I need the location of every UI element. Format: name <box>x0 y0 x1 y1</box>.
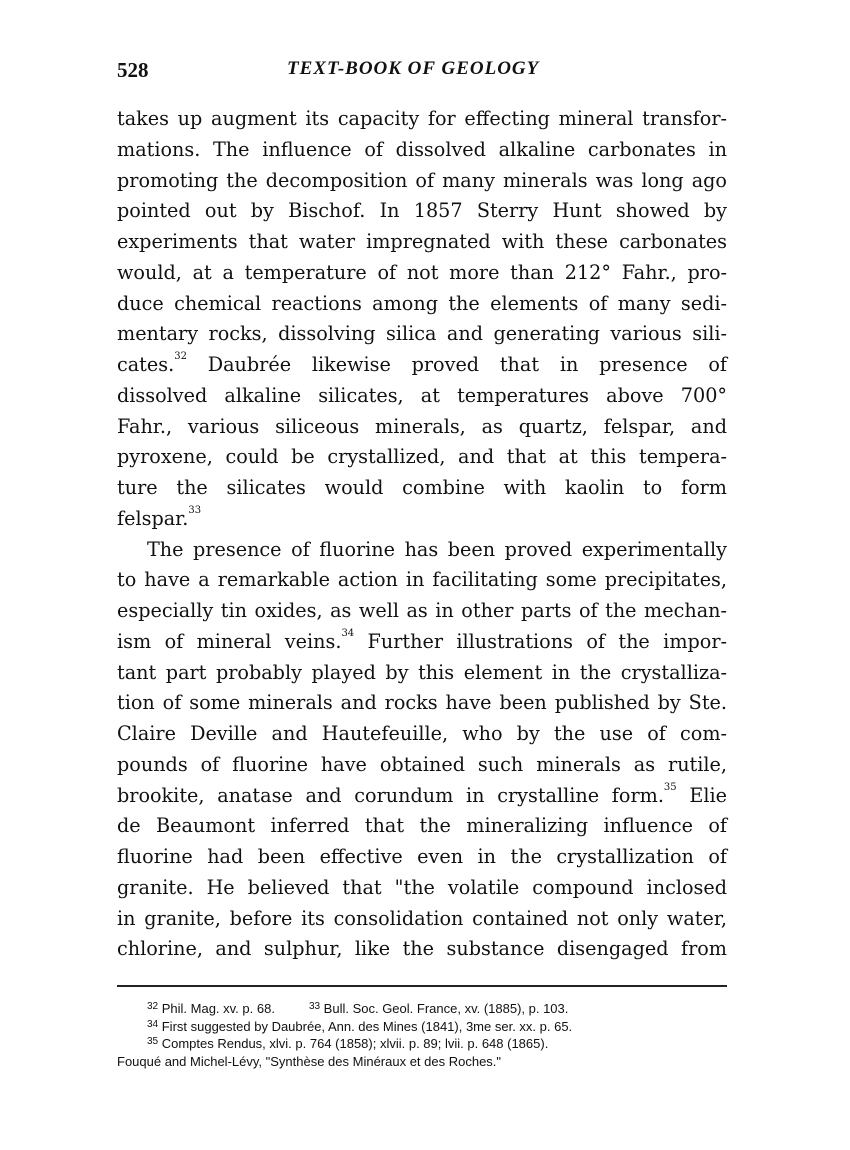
text-line <box>117 319 727 350</box>
line-text: promoting the decomposition of many minerals was long ago <box>117 168 727 192</box>
line-text: mentary rocks, dissolving silica and generating various sili- <box>117 322 727 346</box>
line-text: Daubrée likewise proved that in presence of <box>186 353 727 376</box>
line-text: in granite, before its consolidation contained not only water, <box>117 906 727 930</box>
page-header <box>117 58 727 88</box>
footnote-number: 33 <box>308 1001 321 1012</box>
line-text: takes up augment its capacity for effecting mineral transfor- <box>117 107 727 130</box>
line-text: pointed out by Bischof. In 1857 Sterry Hunt showed by <box>117 199 727 223</box>
text-line <box>117 535 727 566</box>
footnote-number: 34 <box>147 1018 159 1030</box>
footnotes <box>117 1000 727 1070</box>
line-text: fluorine had been effective even in the crystallization of <box>117 845 727 868</box>
line-text: brookite, anatase and corundum in crystalline form. <box>117 783 664 807</box>
text-line <box>117 289 727 320</box>
line-text: cates. <box>117 353 175 376</box>
footnote-text: Fouqué and Michel-Lévy, "Synthèse des Minéraux et des Roches." <box>117 1053 502 1069</box>
line-text: especially tin oxides, as well as in other parts of the mechan- <box>117 599 727 622</box>
footnote-reference: 35 <box>663 781 677 793</box>
footnote-text: First suggested by Daubrée, Ann. des Mines (1841), 3me ser. xx. p. 65. <box>158 1018 573 1034</box>
footnote-rule <box>117 985 727 987</box>
text-line <box>117 596 727 627</box>
text-line <box>117 504 727 535</box>
line-text: de Beaumont inferred that the mineralizing influence of <box>117 814 727 838</box>
text-line <box>117 719 727 750</box>
text-line <box>117 750 727 781</box>
footnote-number: 35 <box>147 1036 159 1047</box>
footnote-text: Phil. Mag. xv. p. 68. <box>158 1001 275 1016</box>
line-text: granite. He believed that "the volatile compound inclosed <box>117 875 727 899</box>
footnote <box>117 1000 727 1018</box>
text-line <box>117 258 727 289</box>
text-line <box>117 350 727 381</box>
line-text: pyroxene, could be crystallized, and that at this tempera- <box>117 445 727 469</box>
line-text: mations. The influence of dissolved alkaline carbonates in <box>117 137 727 161</box>
line-text: to have a remarkable action in facilitating some precipitates, <box>117 568 727 592</box>
line-text: tant part probably played by this element in the crystalliza- <box>117 660 727 684</box>
text-line <box>117 473 727 504</box>
text-line <box>117 904 727 935</box>
body-text <box>117 104 727 965</box>
text-line <box>117 627 727 658</box>
line-text: ism of mineral veins. <box>117 629 342 653</box>
footnote-text: Comptes Rendus, xlvi. p. 764 (1858); xlvii. p. 89; lvii. p. 648 (1865). <box>158 1036 549 1051</box>
text-line <box>117 166 727 197</box>
line-text: chlorine, and sulphur, like the substance disengaged from <box>117 937 727 961</box>
text-line <box>117 934 727 965</box>
text-line <box>117 442 727 473</box>
line-text: pounds of fluorine have obtained such minerals as rutile, <box>117 752 727 776</box>
line-text: felspar. <box>117 506 189 530</box>
footnote-text: Bull. Soc. Geol. France, xv. (1885), p. 103. <box>320 1001 569 1016</box>
text-line <box>117 104 727 135</box>
text-line <box>117 781 727 812</box>
line-text: Claire Deville and Hautefeuille, who by the use of com- <box>117 722 727 745</box>
line-text: dissolved alkaline silicates, at temperatures above 700° <box>117 383 727 407</box>
text-line <box>117 381 727 412</box>
line-text: The presence of fluorine has been proved experimentally <box>147 537 727 561</box>
line-text: Fahr., various siliceous minerals, as quartz, felspar, and <box>117 414 727 438</box>
footnote <box>117 1018 727 1036</box>
line-text: Further illustrations of the impor- <box>354 629 727 653</box>
text-line <box>117 658 727 689</box>
text-line <box>117 565 727 596</box>
line-text: tion of some minerals and rocks have been published by Ste. <box>117 691 727 715</box>
text-line <box>117 227 727 258</box>
line-text: experiments that water impregnated with these carbonates <box>117 230 727 253</box>
line-text: duce chemical reactions among the elements of many sedi- <box>117 291 727 315</box>
text-line <box>117 412 727 443</box>
text-line <box>117 811 727 842</box>
footnote-reference: 34 <box>341 627 355 639</box>
footnote-reference: 32 <box>174 351 187 362</box>
footnote <box>117 1053 727 1071</box>
line-text: ture the silicates would combine with kaolin to form <box>117 476 727 499</box>
line-text: would, at a temperature of not more than 212° Fahr., pro- <box>117 260 727 284</box>
running-head: TEXT-BOOK OF GEOLOGY <box>287 58 540 79</box>
line-text: Elie <box>676 783 727 807</box>
text-line <box>117 688 727 719</box>
text-line <box>117 196 727 227</box>
footnote <box>117 1035 727 1053</box>
text-line <box>117 135 727 166</box>
page-number: 528 <box>117 58 149 82</box>
text-line <box>117 842 727 873</box>
footnote-reference: 33 <box>188 504 202 516</box>
text-line <box>117 873 727 904</box>
footnote-number: 32 <box>147 1001 159 1012</box>
